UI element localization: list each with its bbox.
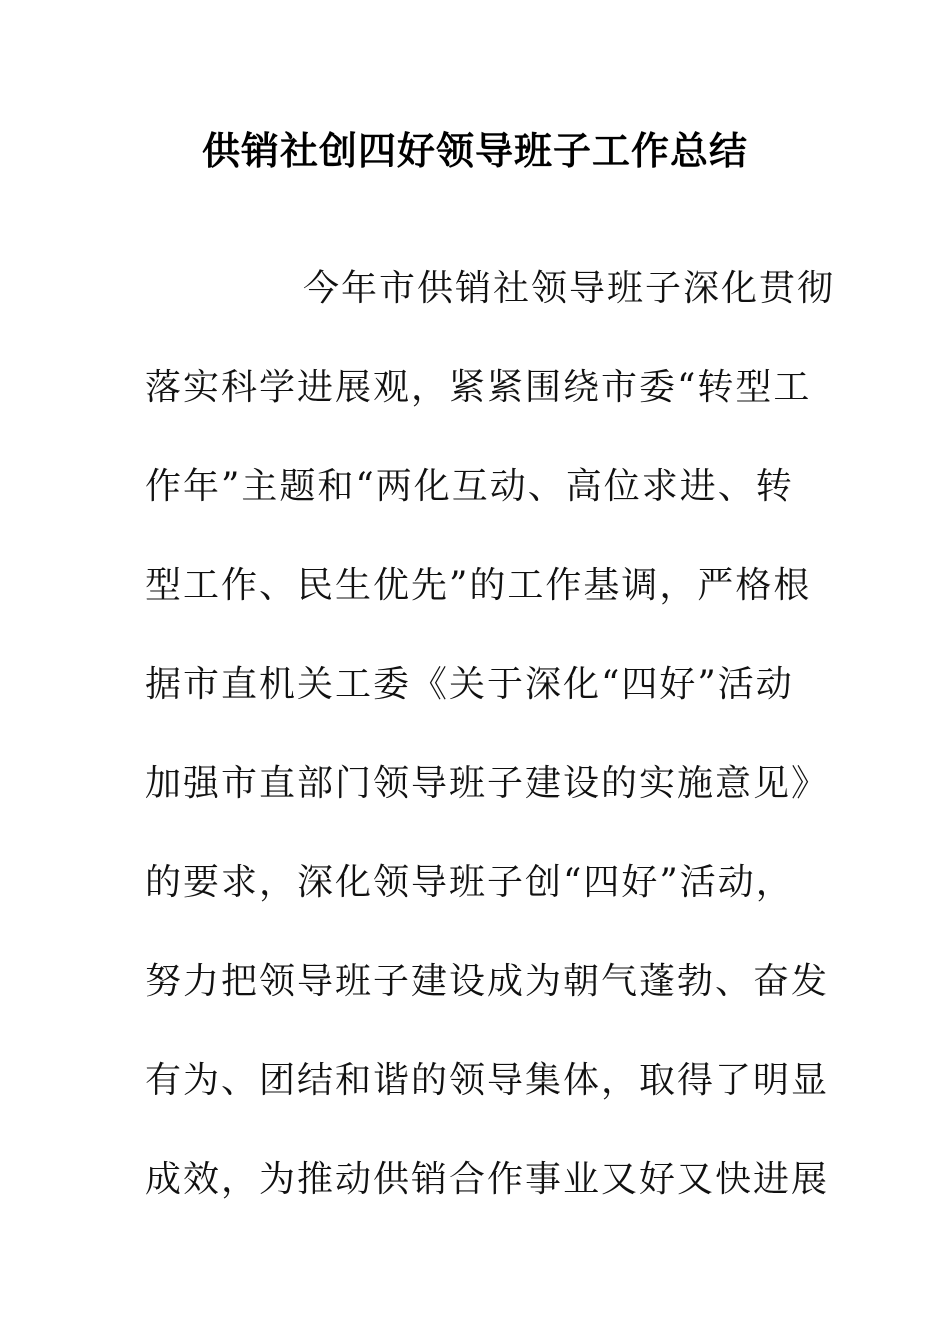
document-title: 供销社创四好领导班子工作总结 bbox=[201, 129, 748, 173]
paragraph-line: 有为、团结和谐的领导集体，取得了明显 bbox=[145, 1060, 830, 1101]
paragraph-line: 据市直机关工委《关于深化“四好”活动 bbox=[145, 664, 794, 705]
paragraph-line: 今年市供销社领导班子深化贯彻 bbox=[303, 268, 836, 309]
paragraph-line: 努力把领导班子建设成为朝气蓬勃、奋发 bbox=[145, 961, 830, 1002]
paragraph-line: 作年”主题和“两化互动、高位求进、转 bbox=[145, 466, 794, 507]
paragraph-line: 落实科学进展观，紧紧围绕市委“转型工 bbox=[145, 367, 812, 408]
paragraph-line: 加强市直部门领导班子建设的实施意见》 bbox=[145, 763, 830, 804]
paragraph-line: 成效，为推动供销合作事业又好又快进展 bbox=[145, 1159, 830, 1200]
paragraph-line: 型工作、民生优先”的工作基调，严格根 bbox=[145, 565, 812, 606]
body-paragraph bbox=[145, 258, 836, 1248]
paragraph-line: 的要求，深化领导班子创“四好”活动， bbox=[145, 862, 794, 903]
